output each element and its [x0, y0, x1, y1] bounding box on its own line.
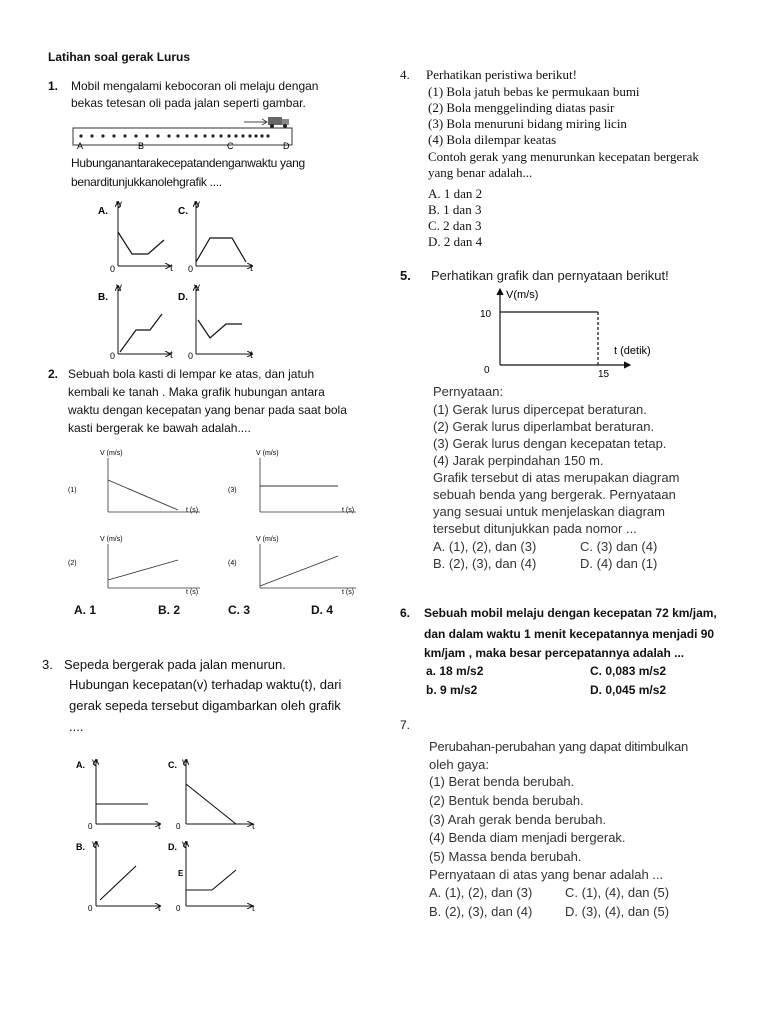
- series-line: [120, 314, 162, 352]
- graph-label: D.: [178, 292, 188, 303]
- axis-t-label: t: [250, 263, 253, 274]
- axis-t-label: t: [252, 821, 255, 831]
- q7-question: Pernyataan di atas yang benar adalah ...: [429, 867, 664, 882]
- q3-graph-d: [168, 840, 255, 913]
- series-line: [108, 480, 178, 510]
- q5-text-line2: sebuah benda yang bergerak. Pernyataan: [433, 487, 676, 502]
- q6-text-line2: dan dalam waktu 1 menit kecepatannya menjadi 90: [424, 627, 715, 641]
- q7-option-c[interactable]: C. (1), (4), dan (5): [565, 885, 670, 900]
- q4-option-b[interactable]: B. 1 dan 3: [428, 202, 482, 217]
- axis-y-label: V (m/s): [100, 450, 123, 457]
- origin-label: 0: [110, 351, 116, 361]
- q6-option-c[interactable]: C. 0,083 m/s2: [590, 664, 667, 678]
- graph-label: A.: [76, 760, 85, 770]
- q2-text-line4: kasti bergerak ke bawah adalah....: [68, 421, 251, 435]
- q6-text-line1: Sebuah mobil melaju dengan kecepatan 72 km/jam,: [424, 606, 717, 620]
- graph-label: B.: [98, 292, 108, 303]
- q1-text-line3: Hubunganantarakecepatandenganwaktu yang: [71, 156, 305, 170]
- q7-option-a[interactable]: A. (1), (2), dan (3): [429, 885, 533, 900]
- q5-option-c[interactable]: C. (3) dan (4): [580, 539, 658, 554]
- q7-option-d[interactable]: D. (3), (4), dan (5): [565, 904, 670, 919]
- x-tick-15: 15: [598, 369, 610, 380]
- road-label-d: D: [283, 141, 290, 150]
- q5-text-line3: yang sesuai untuk menjelaskan diagram: [433, 504, 665, 519]
- q1-graph-c: [178, 200, 253, 274]
- graph-label: (4): [228, 560, 237, 567]
- q2-option-d[interactable]: D. 4: [311, 603, 334, 617]
- road-label-c: C: [227, 141, 234, 150]
- axis-t-label: t: [250, 350, 253, 361]
- axis-t-label: t: [252, 903, 255, 913]
- q1-number: 1.: [48, 79, 59, 93]
- q6-number: 6.: [400, 606, 411, 620]
- q5-intro: Perhatikan grafik dan pernyataan berikut!: [431, 268, 669, 283]
- q5-statements-title: Pernyataan:: [433, 384, 504, 399]
- q7-item-3: (3) Arah gerak benda berubah.: [429, 812, 607, 827]
- graph-label: D.: [168, 842, 177, 852]
- origin-label: 0: [484, 365, 490, 376]
- axis-v-label: V: [116, 200, 123, 210]
- graph-label: (2): [68, 560, 77, 567]
- q4-intro: Perhatikan peristiwa berikut!: [426, 67, 577, 82]
- series-line: [100, 866, 136, 900]
- q6-option-d[interactable]: D. 0,045 m/s2: [590, 683, 667, 697]
- q2-number: 2.: [48, 367, 59, 381]
- q5-text-line1: Grafik tersebut di atas merupakan diagram: [433, 470, 680, 485]
- q7-item-2: (2) Bentuk benda berubah.: [429, 793, 584, 808]
- q7-number: 7.: [400, 718, 411, 732]
- origin-label: 0: [188, 351, 194, 361]
- q2-graphs: [60, 444, 370, 598]
- graph-label: C.: [178, 206, 188, 217]
- q7-item-4: (4) Benda diam menjadi bergerak.: [429, 830, 626, 845]
- graph-label: (1): [68, 487, 77, 494]
- q6-text-line3: km/jam , maka besar percepatannya adalah ...: [424, 646, 685, 660]
- y-tick-10: 10: [480, 309, 492, 320]
- q5-option-d[interactable]: D. (4) dan (1): [580, 556, 658, 571]
- road-label-a: A: [77, 141, 84, 150]
- q7-intro-line1: Perubahan-perubahan yang dapat ditimbulkan: [429, 739, 689, 754]
- q4-item-2: (2) Bola menggelinding diatas pasir: [428, 100, 615, 115]
- series-line: [260, 556, 338, 586]
- axis-x-label: t (s): [186, 507, 199, 514]
- q1-road-figure: [72, 114, 294, 150]
- series-line: [196, 238, 246, 262]
- q1-text-line2: bekas tetesan oli pada jalan seperti gambar.: [71, 96, 306, 110]
- q4-option-c[interactable]: C. 2 dan 3: [428, 218, 482, 233]
- q7-item-1: (1) Berat benda berubah.: [429, 774, 575, 789]
- q7-item-5: (5) Massa benda berubah.: [429, 849, 582, 864]
- origin-label: 0: [188, 264, 194, 274]
- axis-v-label: V: [182, 840, 189, 850]
- worksheet-title: Latihan soal gerak Lurus: [48, 50, 191, 64]
- q5-chart: [470, 283, 680, 383]
- q4-item-1: (1) Bola jatuh bebas ke permukaan bumi: [428, 84, 640, 99]
- series-line: [186, 870, 236, 890]
- q5-number: 5.: [400, 268, 411, 283]
- q7-option-b[interactable]: B. (2), (3), dan (4): [429, 904, 533, 919]
- axis-v-label: V: [194, 200, 201, 210]
- axis-t-label: t: [170, 263, 173, 274]
- graph-label: C.: [168, 760, 177, 770]
- series-line: [118, 232, 164, 254]
- axis-x-label: t (s): [342, 589, 355, 596]
- origin-label: 0: [88, 904, 93, 913]
- y-axis-label: V(m/s): [506, 289, 539, 301]
- q2-option-a[interactable]: A. 1: [74, 603, 97, 617]
- graph-label: B.: [76, 842, 85, 852]
- q5-option-a[interactable]: A. (1), (2), dan (3): [433, 539, 537, 554]
- q1-text-line4: benarditunjukkanolehgrafik ....: [71, 175, 222, 189]
- axis-t-label: t: [170, 350, 173, 361]
- road-label-b: B: [138, 141, 145, 150]
- axis-v-label: V: [194, 283, 201, 293]
- q3-graph-b: [76, 840, 161, 913]
- q5-statement-3: (3) Gerak lurus dengan kecepatan tetap.: [433, 436, 667, 451]
- q4-number: 4.: [400, 67, 410, 82]
- axis-y-label: V (m/s): [256, 536, 279, 543]
- q3-graph-a: [76, 758, 161, 831]
- axis-v-label: V: [116, 283, 123, 293]
- q7-intro-line2: oleh gaya:: [429, 757, 489, 772]
- q3-text-line3: gerak sepeda tersebut digambarkan oleh grafik: [69, 698, 341, 713]
- axis-v-label: V: [92, 840, 99, 850]
- q3-text-line1: Sepeda bergerak pada jalan menurun.: [64, 657, 286, 672]
- q2-text-line1: Sebuah bola kasti di lempar ke atas, dan jatuh: [68, 367, 315, 381]
- q5-statement-4: (4) Jarak perpindahan 150 m.: [433, 453, 604, 468]
- q4-item-3: (3) Bola menuruni bidang miring licin: [428, 116, 627, 131]
- q3-text-line4: ....: [69, 719, 84, 734]
- axis-v-label: V: [182, 758, 189, 768]
- q1-graph-d: [178, 283, 253, 361]
- graph-extra-label: E: [178, 869, 184, 878]
- axis-v-label: V: [92, 758, 99, 768]
- series-line: [198, 320, 242, 338]
- q6-option-b[interactable]: b. 9 m/s2: [426, 683, 478, 697]
- origin-label: 0: [88, 822, 93, 831]
- oil-drops: [79, 134, 269, 137]
- axis-x-label: t (s): [342, 507, 355, 514]
- graph-label: (3): [228, 487, 237, 494]
- q4-option-a[interactable]: A. 1 dan 2: [428, 186, 483, 201]
- q5-statement-1: (1) Gerak lurus dipercepat beraturan.: [433, 402, 647, 417]
- series-line: [108, 560, 178, 580]
- axis-t-label: t: [158, 821, 161, 831]
- series-line: [186, 784, 236, 824]
- q5-statement-2: (2) Gerak lurus diperlambat beraturan.: [433, 419, 655, 434]
- q5-series: [500, 312, 598, 365]
- q2-graph-4: [228, 536, 356, 596]
- q2-graph-1: [68, 450, 200, 514]
- q4-question-line2: yang benar adalah...: [428, 165, 533, 180]
- q1-graph-b: [98, 283, 173, 361]
- q3-number: 3.: [42, 657, 53, 672]
- origin-label: 0: [110, 264, 116, 274]
- q2-option-b[interactable]: B. 2: [158, 603, 181, 617]
- graph-label: A.: [98, 206, 108, 217]
- q5-option-b[interactable]: B. (2), (3), dan (4): [433, 556, 537, 571]
- q2-option-c[interactable]: C. 3: [228, 603, 251, 617]
- q4-question-line1: Contoh gerak yang menurunkan kecepatan bergerak: [428, 149, 699, 164]
- q1-text-line1: Mobil mengalami kebocoran oli melaju dengan: [71, 79, 319, 93]
- q3-text-line2: Hubungan kecepatan(v) terhadap waktu(t), dari: [69, 677, 342, 692]
- axis-t-label: t: [158, 903, 161, 913]
- axis-y-label: V (m/s): [100, 536, 123, 543]
- x-axis-label: t (detik): [614, 345, 651, 357]
- q2-text-line2: kembali ke tanah . Maka grafik hubungan antara: [68, 385, 325, 399]
- q3-graphs: [70, 752, 270, 918]
- truck-icon: [268, 117, 289, 128]
- q4-item-4: (4) Bola dilempar keatas: [428, 132, 557, 147]
- origin-label: 0: [176, 822, 181, 831]
- axis-y-label: V (m/s): [256, 450, 279, 457]
- q2-graph-2: [68, 536, 200, 596]
- axis-x-label: t (s): [186, 589, 199, 596]
- q6-option-a[interactable]: a. 18 m/s2: [426, 664, 484, 678]
- q5-text-line4: tersebut ditunjukkan pada nomor ...: [433, 521, 637, 536]
- q4-option-d[interactable]: D. 2 dan 4: [428, 234, 483, 249]
- origin-label: 0: [176, 904, 181, 913]
- q2-graph-3: [228, 450, 356, 514]
- q1-graph-a: [98, 200, 173, 274]
- q2-text-line3: waktu dengan kecepatan yang benar pada saat bola: [68, 403, 347, 417]
- q1-graphs: [90, 196, 280, 366]
- q3-graph-c: [168, 758, 255, 831]
